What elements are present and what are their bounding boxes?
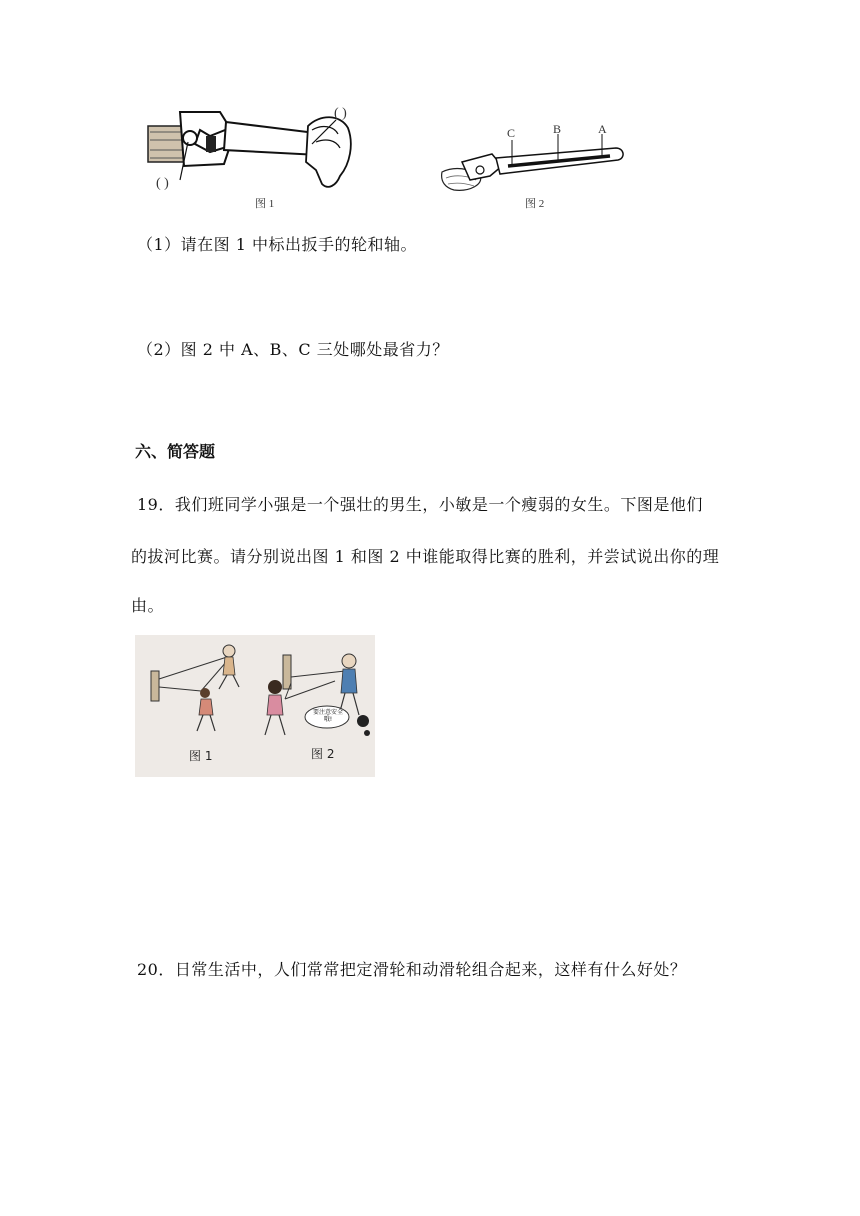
q19-line2: 的拔河比赛。请分别说出图 1 和图 2 中谁能取得比赛的胜利，并尝试说出你的理: [131, 547, 720, 566]
q18-sub1: （1）请在图 1 中标出扳手的轮和轴。: [137, 235, 418, 254]
tug-of-war-photo: [135, 635, 375, 777]
q19-line1: 19．我们班同学小强是一个强壮的男生，小敏是一个瘦弱的女生。下图是他们: [137, 495, 703, 514]
fig1-blank-upper[interactable]: ( ): [334, 106, 347, 121]
photo-fig2-label: 图 2: [311, 747, 335, 761]
fig2-label-a: A: [598, 122, 607, 136]
q19-line3: 由。: [131, 596, 165, 615]
fig2-caption: 图 2: [525, 198, 545, 210]
q20-text: 20．日常生活中，人们常常把定滑轮和动滑轮组合起来，这样有什么好处？: [137, 960, 687, 979]
section-title: 六、简答题: [135, 442, 216, 461]
photo-speech-text: 要注意安全哦!: [312, 709, 343, 723]
q18-sub2: （2）图 2 中 A、B、C 三处哪处最省力？: [137, 340, 449, 359]
wrench-hand-illustration: [140, 100, 400, 210]
photo-fig1-label: 图 1: [189, 749, 213, 763]
tug-of-war-illustration: [135, 635, 375, 777]
fig2-label-c: C: [507, 126, 516, 140]
fig2-label-b: B: [553, 122, 562, 136]
fig1-caption: 图 1: [255, 198, 275, 210]
figure-1-wrench: [140, 100, 400, 210]
fig1-blank-lower[interactable]: ( ): [156, 176, 169, 191]
